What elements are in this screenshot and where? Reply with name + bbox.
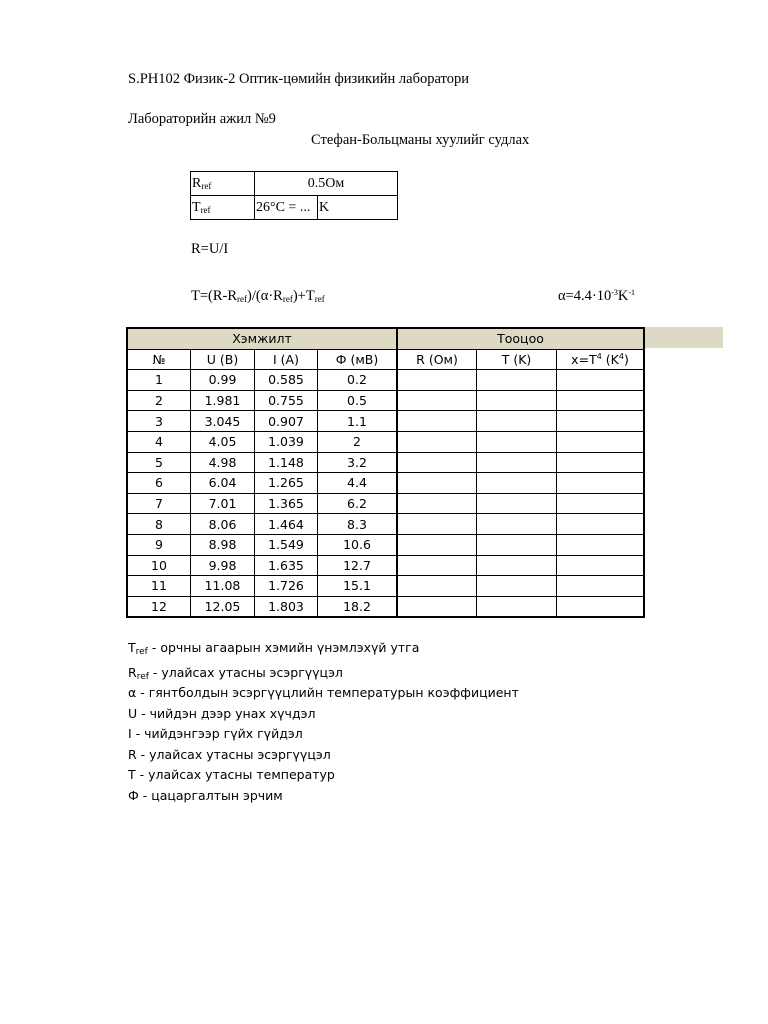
cell-current: 1.365 — [255, 493, 318, 514]
col-x-sup-2: 4 — [618, 351, 624, 361]
lab-number: Лабораторийн ажил №9 — [128, 111, 276, 127]
cell-resistance — [397, 411, 477, 432]
table-row — [127, 576, 644, 597]
cell-x — [557, 411, 645, 432]
cell-number: 12 — [127, 596, 191, 617]
table-row — [127, 596, 644, 617]
cell-voltage: 4.05 — [191, 431, 255, 452]
cell-voltage: 12.05 — [191, 596, 255, 617]
alpha-constant — [558, 288, 635, 305]
cell-x — [557, 596, 645, 617]
temp-sub-2: ref — [282, 294, 293, 304]
legend-phi: Ф - цацаргалтын эрчим — [128, 788, 283, 803]
col-voltage: U (В) — [191, 349, 255, 370]
temperature-formula — [191, 288, 325, 305]
cell-flux: 1.1 — [318, 411, 398, 432]
cell-temperature — [477, 390, 557, 411]
cell-flux: 0.2 — [318, 370, 398, 391]
cell-temperature — [477, 493, 557, 514]
ohm-formula: R=U/I — [191, 241, 229, 257]
cell-resistance — [397, 370, 477, 391]
table-row — [127, 555, 644, 576]
cell-resistance — [397, 576, 477, 597]
cell-temperature — [477, 370, 557, 391]
temp-part-a: T=(R-R — [191, 288, 238, 304]
col-temperature: T (K) — [477, 349, 557, 370]
legend-rref-text: - улайсах утасны эсэргүүцэл — [148, 665, 343, 680]
legend-tref — [128, 640, 419, 655]
r-subscript: ref — [201, 180, 212, 191]
table-row — [127, 534, 644, 555]
cell-current: 0.755 — [255, 390, 318, 411]
temp-part-b: )/(α·R — [247, 288, 283, 304]
cell-x — [557, 370, 645, 391]
t-subscript: ref — [200, 204, 211, 215]
table-row — [127, 370, 644, 391]
temp-sub-3: ref — [314, 294, 325, 304]
legend-rref-symbol: R — [128, 665, 137, 680]
col-flux: Ф (мВ) — [318, 349, 398, 370]
cell-number: 4 — [127, 431, 191, 452]
cell-x — [557, 555, 645, 576]
legend-tref-sub: ref — [135, 647, 148, 657]
cell-x — [557, 534, 645, 555]
col-resistance: R (Ом) — [397, 349, 477, 370]
column-header-row — [127, 349, 644, 370]
cell-temperature — [477, 411, 557, 432]
group-calculation: Тооцоо — [397, 328, 644, 349]
table-row — [127, 493, 644, 514]
cell-resistance — [397, 390, 477, 411]
cell-temperature — [477, 596, 557, 617]
cell-resistance — [397, 493, 477, 514]
cell-current: 1.549 — [255, 534, 318, 555]
cell-number: 11 — [127, 576, 191, 597]
legend-r: R - улайсах утасны эсэргүүцэл — [128, 747, 331, 762]
r-ref-label — [191, 172, 255, 196]
cell-x — [557, 431, 645, 452]
t-ref-value: 26°C = ... — [255, 196, 318, 220]
lab-title: Стефан-Больцманы хуулийг судлах — [311, 132, 530, 148]
legend-tref-symbol: T — [128, 640, 136, 655]
cell-number: 8 — [127, 514, 191, 535]
col-x-part-b: (K — [601, 351, 619, 367]
cell-flux: 3.2 — [318, 452, 398, 473]
cell-resistance — [397, 534, 477, 555]
cell-resistance — [397, 514, 477, 535]
cell-x — [557, 390, 645, 411]
cell-x — [557, 452, 645, 473]
cell-number: 2 — [127, 390, 191, 411]
cell-flux: 4.4 — [318, 473, 398, 494]
cell-voltage: 9.98 — [191, 555, 255, 576]
cell-current: 1.148 — [255, 452, 318, 473]
alpha-part-b: K — [617, 288, 629, 304]
reference-table — [190, 171, 398, 220]
table-row — [127, 452, 644, 473]
cell-voltage: 8.06 — [191, 514, 255, 535]
cell-temperature — [477, 473, 557, 494]
cell-resistance — [397, 596, 477, 617]
temp-part-c: )+T — [292, 288, 315, 304]
legend-rref — [128, 665, 343, 680]
cell-temperature — [477, 555, 557, 576]
cell-voltage: 3.045 — [191, 411, 255, 432]
legend-t: T - улайсах утасны температур — [128, 767, 335, 782]
cell-flux: 15.1 — [318, 576, 398, 597]
cell-flux: 0.5 — [318, 390, 398, 411]
col-x-sup-1: 4 — [596, 351, 602, 361]
alpha-exponent-2: -1 — [628, 288, 636, 297]
cell-resistance — [397, 452, 477, 473]
cell-flux: 12.7 — [318, 555, 398, 576]
cell-number: 7 — [127, 493, 191, 514]
cell-temperature — [477, 576, 557, 597]
cell-voltage: 6.04 — [191, 473, 255, 494]
r-ref-value: 0.5Ом — [255, 172, 398, 196]
measurement-table — [126, 327, 645, 618]
col-x-part-c: ) — [623, 351, 629, 367]
cell-number: 3 — [127, 411, 191, 432]
cell-temperature — [477, 452, 557, 473]
cell-voltage: 7.01 — [191, 493, 255, 514]
cell-current: 1.726 — [255, 576, 318, 597]
col-number: № — [127, 349, 191, 370]
cell-flux: 2 — [318, 431, 398, 452]
cell-voltage: 0.99 — [191, 370, 255, 391]
cell-number: 6 — [127, 473, 191, 494]
table-row — [127, 514, 644, 535]
cell-resistance — [397, 431, 477, 452]
cell-voltage: 1.981 — [191, 390, 255, 411]
cell-number: 10 — [127, 555, 191, 576]
col-x-part-a: x=T — [571, 351, 597, 367]
cell-number: 1 — [127, 370, 191, 391]
legend-rref-sub: ref — [136, 672, 149, 682]
cell-flux: 8.3 — [318, 514, 398, 535]
legend-tref-text: - орчны агаарын хэмийн үнэмлэхүй утга — [147, 640, 420, 655]
cell-current: 0.585 — [255, 370, 318, 391]
cell-voltage: 4.98 — [191, 452, 255, 473]
alpha-exponent: -3 — [611, 288, 618, 297]
cell-current: 1.039 — [255, 431, 318, 452]
cell-x — [557, 576, 645, 597]
cell-current: 1.265 — [255, 473, 318, 494]
cell-current: 0.907 — [255, 411, 318, 432]
legend-u: U - чийдэн дээр унах хүчдэл — [128, 706, 316, 721]
cell-resistance — [397, 473, 477, 494]
cell-temperature — [477, 431, 557, 452]
cell-number: 5 — [127, 452, 191, 473]
t-ref-unit: K — [318, 196, 398, 220]
group-header-row — [127, 328, 644, 349]
alpha-part-a: α=4.4·10 — [558, 288, 612, 304]
reference-row-t — [191, 196, 398, 220]
cell-voltage: 8.98 — [191, 534, 255, 555]
cell-flux: 10.6 — [318, 534, 398, 555]
table-row — [127, 411, 644, 432]
cell-current: 1.635 — [255, 555, 318, 576]
col-current: I (А) — [255, 349, 318, 370]
legend-i: I - чийдэнгээр гүйх гүйдэл — [128, 726, 303, 741]
r-symbol: R — [192, 175, 202, 191]
cell-current: 1.464 — [255, 514, 318, 535]
cell-x — [557, 493, 645, 514]
cell-temperature — [477, 514, 557, 535]
cell-flux: 6.2 — [318, 493, 398, 514]
table-row — [127, 431, 644, 452]
table-row — [127, 473, 644, 494]
cell-x — [557, 473, 645, 494]
cell-flux: 18.2 — [318, 596, 398, 617]
legend-alpha: α - гянтболдын эсэргүүцлийн температурын коэффициент — [128, 685, 519, 700]
table-row — [127, 390, 644, 411]
cell-number: 9 — [127, 534, 191, 555]
cell-voltage: 11.08 — [191, 576, 255, 597]
temp-sub-1: ref — [237, 294, 248, 304]
t-ref-label — [191, 196, 255, 220]
cell-temperature — [477, 534, 557, 555]
course-title: S.PH102 Физик-2 Оптик-цөмийн физикийн лаборатори — [128, 71, 469, 87]
col-x — [557, 349, 645, 370]
cell-resistance — [397, 555, 477, 576]
cell-current: 1.803 — [255, 596, 318, 617]
t-symbol: T — [192, 199, 201, 215]
reference-row-r — [191, 172, 398, 196]
cell-x — [557, 514, 645, 535]
group-measurement: Хэмжилт — [127, 328, 397, 349]
